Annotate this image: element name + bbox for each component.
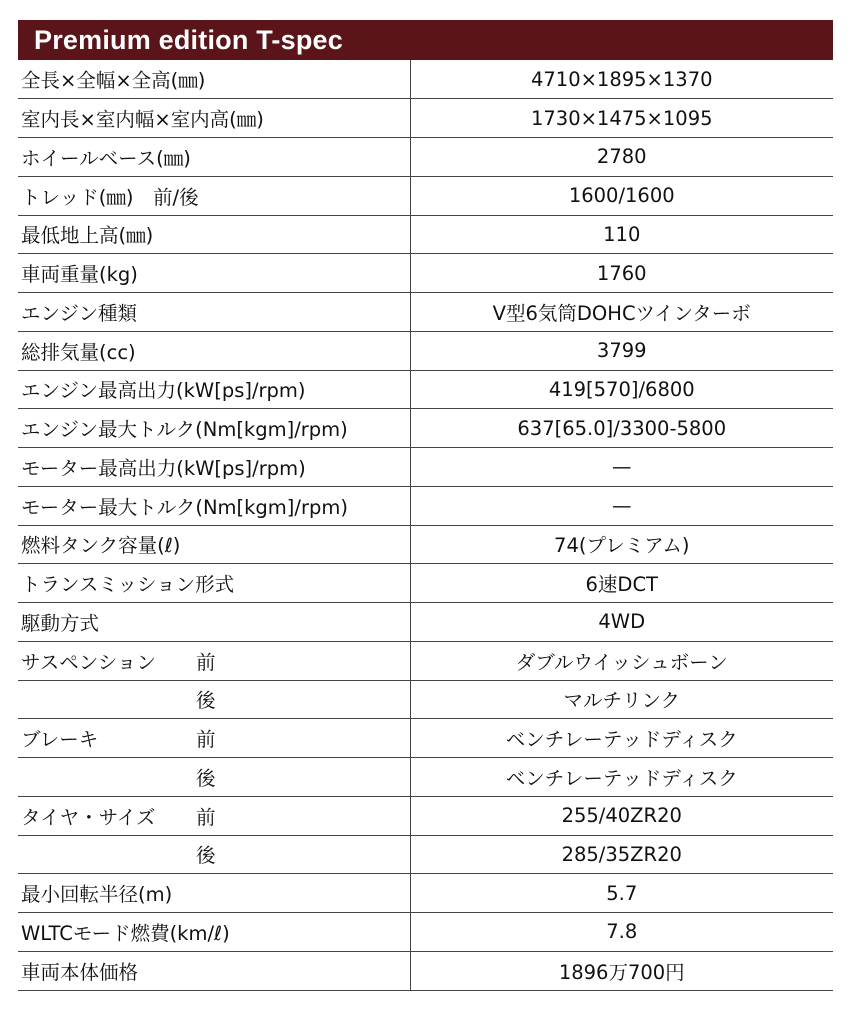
spec-label: 駆動方式 xyxy=(21,611,100,635)
spec-row xyxy=(18,293,833,332)
spec-label-cell xyxy=(18,176,410,215)
spec-row xyxy=(18,448,833,487)
spec-row xyxy=(18,409,833,448)
spec-label: トランスミッション形式 xyxy=(21,573,235,597)
spec-value: 2780 xyxy=(410,138,833,177)
spec-label: 最低地上高(㎜) xyxy=(21,224,154,248)
spec-label-cell xyxy=(18,641,410,680)
spec-label-cell xyxy=(18,719,410,758)
spec-label-cell xyxy=(18,409,410,448)
spec-value: 7.8 xyxy=(410,913,833,952)
spec-label-cell xyxy=(18,603,410,642)
spec-label: モーター最高出力(kW[ps]/rpm) xyxy=(21,456,306,480)
spec-row xyxy=(18,370,833,409)
spec-value: 3799 xyxy=(410,331,833,370)
spec-row xyxy=(18,331,833,370)
spec-value: — xyxy=(410,448,833,487)
spec-value: 1600/1600 xyxy=(410,176,833,215)
spec-title: Premium edition T-spec xyxy=(34,24,343,55)
spec-value: 4710×1895×1370 xyxy=(410,60,833,99)
spec-label-cell xyxy=(18,486,410,525)
spec-label: 車両本体価格 xyxy=(21,960,139,984)
spec-value: V型6気筒DOHCツインターボ xyxy=(410,293,833,332)
spec-label: 車両重量(kg) xyxy=(21,263,138,287)
spec-sheet xyxy=(18,20,833,991)
spec-label-cell xyxy=(18,293,410,332)
spec-label: エンジン種類 xyxy=(21,301,138,325)
spec-label: モーター最大トルク(Nm[kgm]/rpm) xyxy=(21,495,348,519)
spec-label: タイヤ・サイズ xyxy=(21,805,156,829)
spec-row xyxy=(18,758,833,797)
spec-label: 室内長×室内幅×室内高(㎜) xyxy=(21,108,264,132)
spec-label-cell xyxy=(18,254,410,293)
spec-label: ブレーキ xyxy=(21,728,99,752)
spec-label: 燃料タンク容量(ℓ) xyxy=(21,534,181,558)
spec-label-cell xyxy=(18,796,410,835)
spec-value: 637[65.0]/3300-5800 xyxy=(410,409,833,448)
spec-row xyxy=(18,796,833,835)
spec-sublabel: 前 xyxy=(196,650,216,674)
spec-label-cell xyxy=(18,951,410,990)
spec-label: トレッド(㎜) 前/後 xyxy=(21,185,199,209)
spec-row xyxy=(18,486,833,525)
spec-label-cell xyxy=(18,60,410,99)
spec-value: ベンチレーテッドディスク xyxy=(410,719,833,758)
spec-value: 255/40ZR20 xyxy=(410,796,833,835)
spec-value: ベンチレーテッドディスク xyxy=(410,758,833,797)
spec-label: エンジン最高出力(kW[ps]/rpm) xyxy=(21,379,306,403)
spec-value: 74(プレミアム) xyxy=(410,525,833,564)
spec-sublabel: 前 xyxy=(196,728,216,752)
spec-label: エンジン最大トルク(Nm[kgm]/rpm) xyxy=(21,418,348,442)
spec-value: ダブルウイッシュボーン xyxy=(410,641,833,680)
spec-label: 全長×全幅×全高(㎜) xyxy=(21,69,206,93)
spec-label-cell xyxy=(18,680,410,719)
spec-row xyxy=(18,719,833,758)
spec-table-body xyxy=(18,60,833,990)
spec-label-cell xyxy=(18,99,410,138)
spec-label-cell xyxy=(18,138,410,177)
spec-value: 285/35ZR20 xyxy=(410,835,833,874)
spec-label-cell xyxy=(18,564,410,603)
spec-label-cell xyxy=(18,525,410,564)
spec-row xyxy=(18,680,833,719)
spec-value: — xyxy=(410,486,833,525)
spec-row xyxy=(18,913,833,952)
spec-label-cell xyxy=(18,370,410,409)
spec-label: WLTCモード燃費(km/ℓ) xyxy=(21,921,230,945)
spec-header xyxy=(18,20,833,60)
spec-value: 4WD xyxy=(410,603,833,642)
spec-row xyxy=(18,176,833,215)
spec-row xyxy=(18,99,833,138)
spec-label-cell xyxy=(18,215,410,254)
spec-sublabel: 後 xyxy=(196,844,216,868)
spec-label-cell xyxy=(18,331,410,370)
spec-value: 5.7 xyxy=(410,874,833,913)
spec-label-cell xyxy=(18,758,410,797)
spec-value: 1896万700円 xyxy=(410,951,833,990)
spec-row xyxy=(18,60,833,99)
spec-row xyxy=(18,525,833,564)
spec-label-cell xyxy=(18,874,410,913)
spec-row xyxy=(18,138,833,177)
spec-label: ホイールベース(㎜) xyxy=(21,146,191,170)
spec-sublabel: 後 xyxy=(196,689,216,713)
spec-label: サスペンション xyxy=(21,650,156,674)
spec-value: マルチリンク xyxy=(410,680,833,719)
spec-row xyxy=(18,215,833,254)
spec-row xyxy=(18,641,833,680)
spec-label: 最小回転半径(m) xyxy=(21,883,173,907)
spec-label-cell xyxy=(18,835,410,874)
spec-value: 6速DCT xyxy=(410,564,833,603)
spec-row xyxy=(18,603,833,642)
spec-row xyxy=(18,254,833,293)
spec-sublabel: 後 xyxy=(196,766,216,790)
spec-row xyxy=(18,564,833,603)
spec-row xyxy=(18,835,833,874)
spec-value: 419[570]/6800 xyxy=(410,370,833,409)
spec-row xyxy=(18,951,833,990)
spec-label-cell xyxy=(18,913,410,952)
spec-sublabel: 前 xyxy=(196,805,216,829)
spec-value: 110 xyxy=(410,215,833,254)
spec-table xyxy=(18,60,833,991)
spec-label: 総排気量(cc) xyxy=(21,340,136,364)
spec-value: 1730×1475×1095 xyxy=(410,99,833,138)
spec-row xyxy=(18,874,833,913)
spec-label-cell xyxy=(18,448,410,487)
spec-value: 1760 xyxy=(410,254,833,293)
